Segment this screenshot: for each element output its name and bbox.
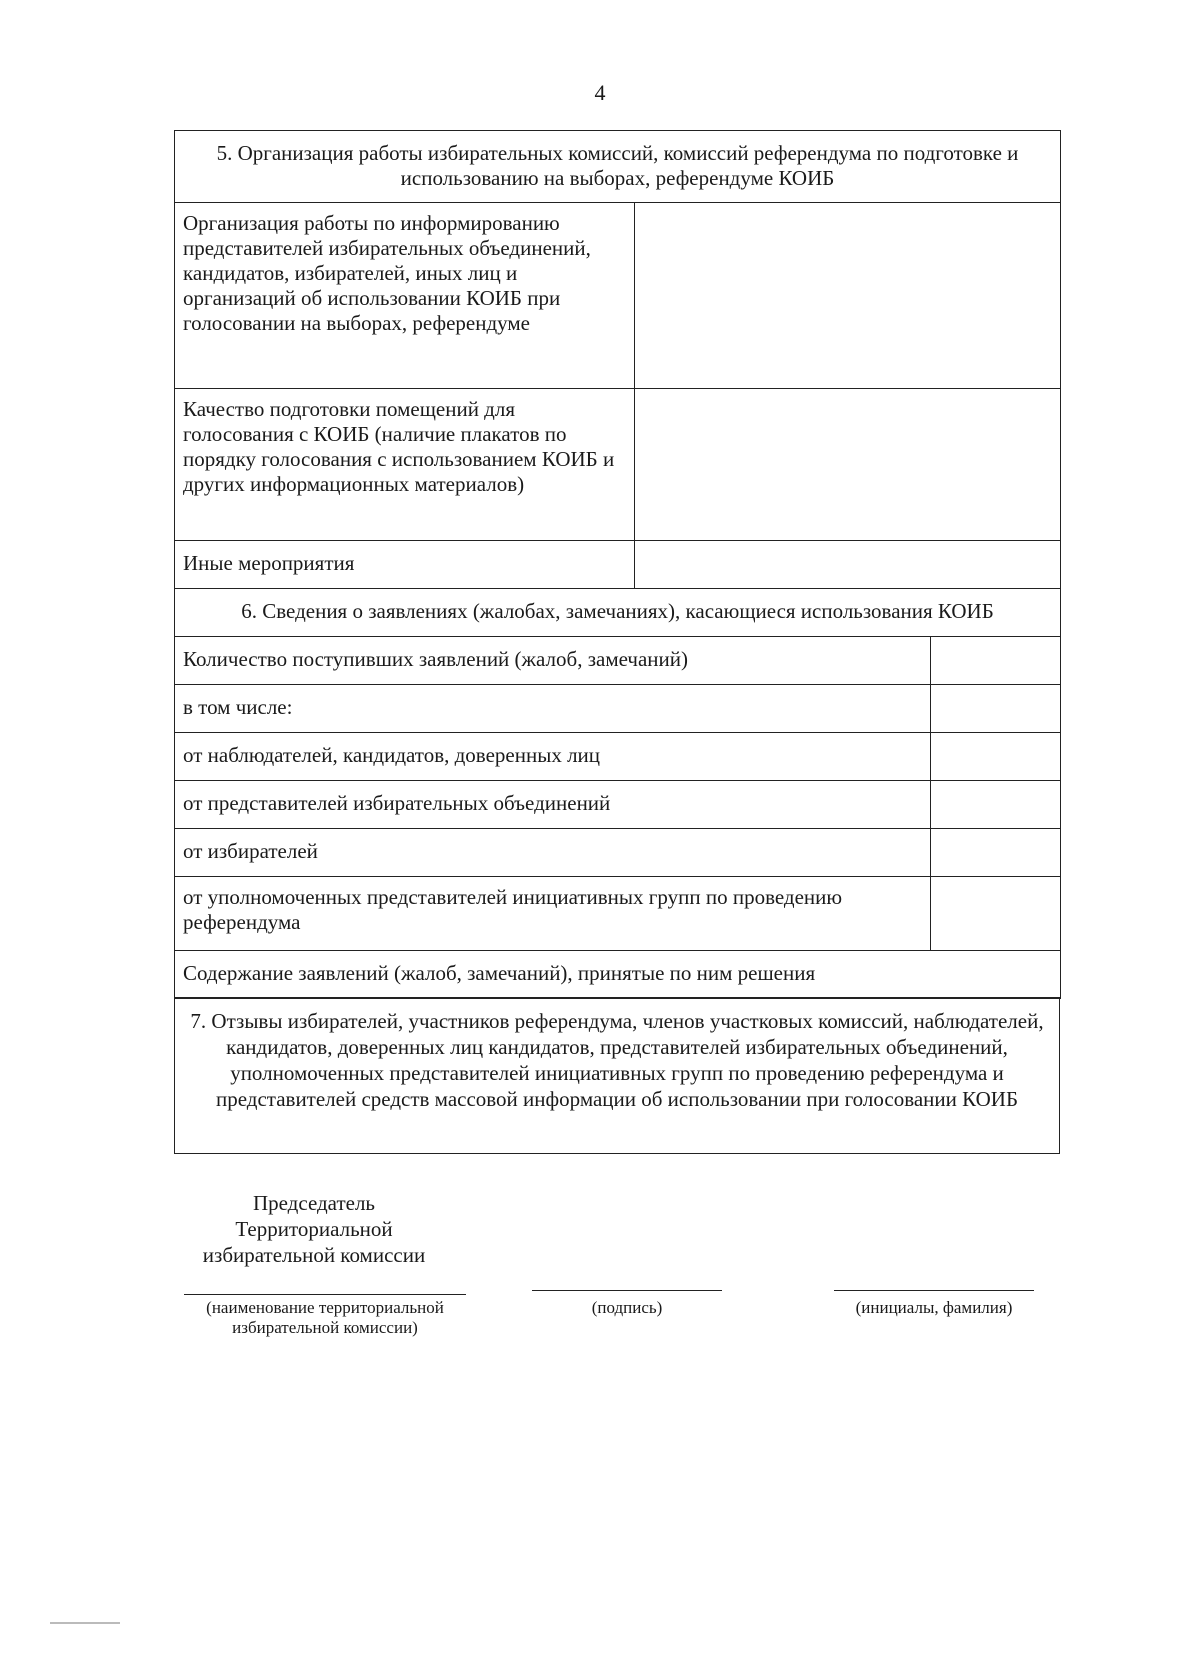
commission-name-line[interactable] (184, 1294, 466, 1295)
signature-caption: (подпись) (591, 1298, 663, 1317)
section-6-row-label: от уполномоченных представителей инициативных групп по проведению референдума (175, 876, 931, 950)
section-6-row-value[interactable] (931, 780, 1061, 828)
section-5-row-value[interactable] (635, 389, 1061, 541)
section-6-row-value[interactable] (931, 636, 1061, 684)
chair-title-line: Территориальной (235, 1217, 393, 1241)
section-6-row-value[interactable] (931, 684, 1061, 732)
section-6-row-value[interactable] (931, 732, 1061, 780)
chair-title-line: Председатель (252, 1191, 376, 1215)
section-7-heading: 7. Отзывы избирателей, участников референдума, членов участковых комиссий, наблюдателей, кандидатов, доверенных лиц кандидатов, представителей избирательных объединений, уполномоченных представителей инициативных групп по проведению референдума и представителей средств массовой информации об использовании при голосовании КОИБ (175, 998, 1060, 1154)
section-7-table (174, 997, 1060, 1154)
section-5-row-value[interactable] (635, 203, 1061, 389)
section-6-row-label: в том числе: (175, 684, 931, 732)
section-5-table (174, 130, 1061, 589)
section-6-row-label: от наблюдателей, кандидатов, доверенных лиц (175, 732, 931, 780)
report-form (174, 130, 1060, 1154)
chair-title (194, 1190, 434, 1268)
section-6-row-label: от представителей избирательных объединений (175, 780, 931, 828)
signature-line[interactable] (532, 1290, 722, 1291)
scan-artifact (50, 1622, 120, 1624)
section-5-row-label: Организация работы по информированию представителей избирательных объединений, кандидатов, избирателей, иных лиц и организаций об использовании КОИБ при голосовании на выборах, референдуме (175, 203, 635, 389)
section-6-heading: 6. Сведения о заявлениях (жалобах, замечаниях), касающиеся использования КОИБ (175, 588, 1061, 636)
section-5-row-label: Качество подготовки помещений для голосования с КОИБ (наличие плакатов по порядку голосования с использованием КОИБ и других информационных материалов) (175, 389, 635, 541)
section-6-row-label: от избирателей (175, 828, 931, 876)
page-number: 4 (594, 80, 606, 105)
section-6-table (174, 588, 1061, 999)
section-5-row-label: Иные мероприятия (175, 541, 635, 589)
section-6-row-value[interactable] (931, 828, 1061, 876)
chair-title-line: избирательной комиссии (202, 1243, 426, 1267)
section-6-row-label: Количество поступивших заявлений (жалоб, замечаний) (175, 636, 931, 684)
section-6-row-value[interactable] (931, 876, 1061, 950)
section-5-row-value[interactable] (635, 541, 1061, 589)
commission-name-caption: (наименование территориальной избирательной комиссии) (206, 1298, 444, 1337)
initials-caption: (инициалы, фамилия) (855, 1298, 1013, 1317)
section-5-heading: 5. Организация работы избирательных комиссий, комиссий референдума по подготовке и использованию на выборах, референдуме КОИБ (175, 131, 1061, 203)
section-6-content-row: Содержание заявлений (жалоб, замечаний), принятые по ним решения (175, 950, 1061, 998)
initials-line[interactable] (834, 1290, 1034, 1291)
